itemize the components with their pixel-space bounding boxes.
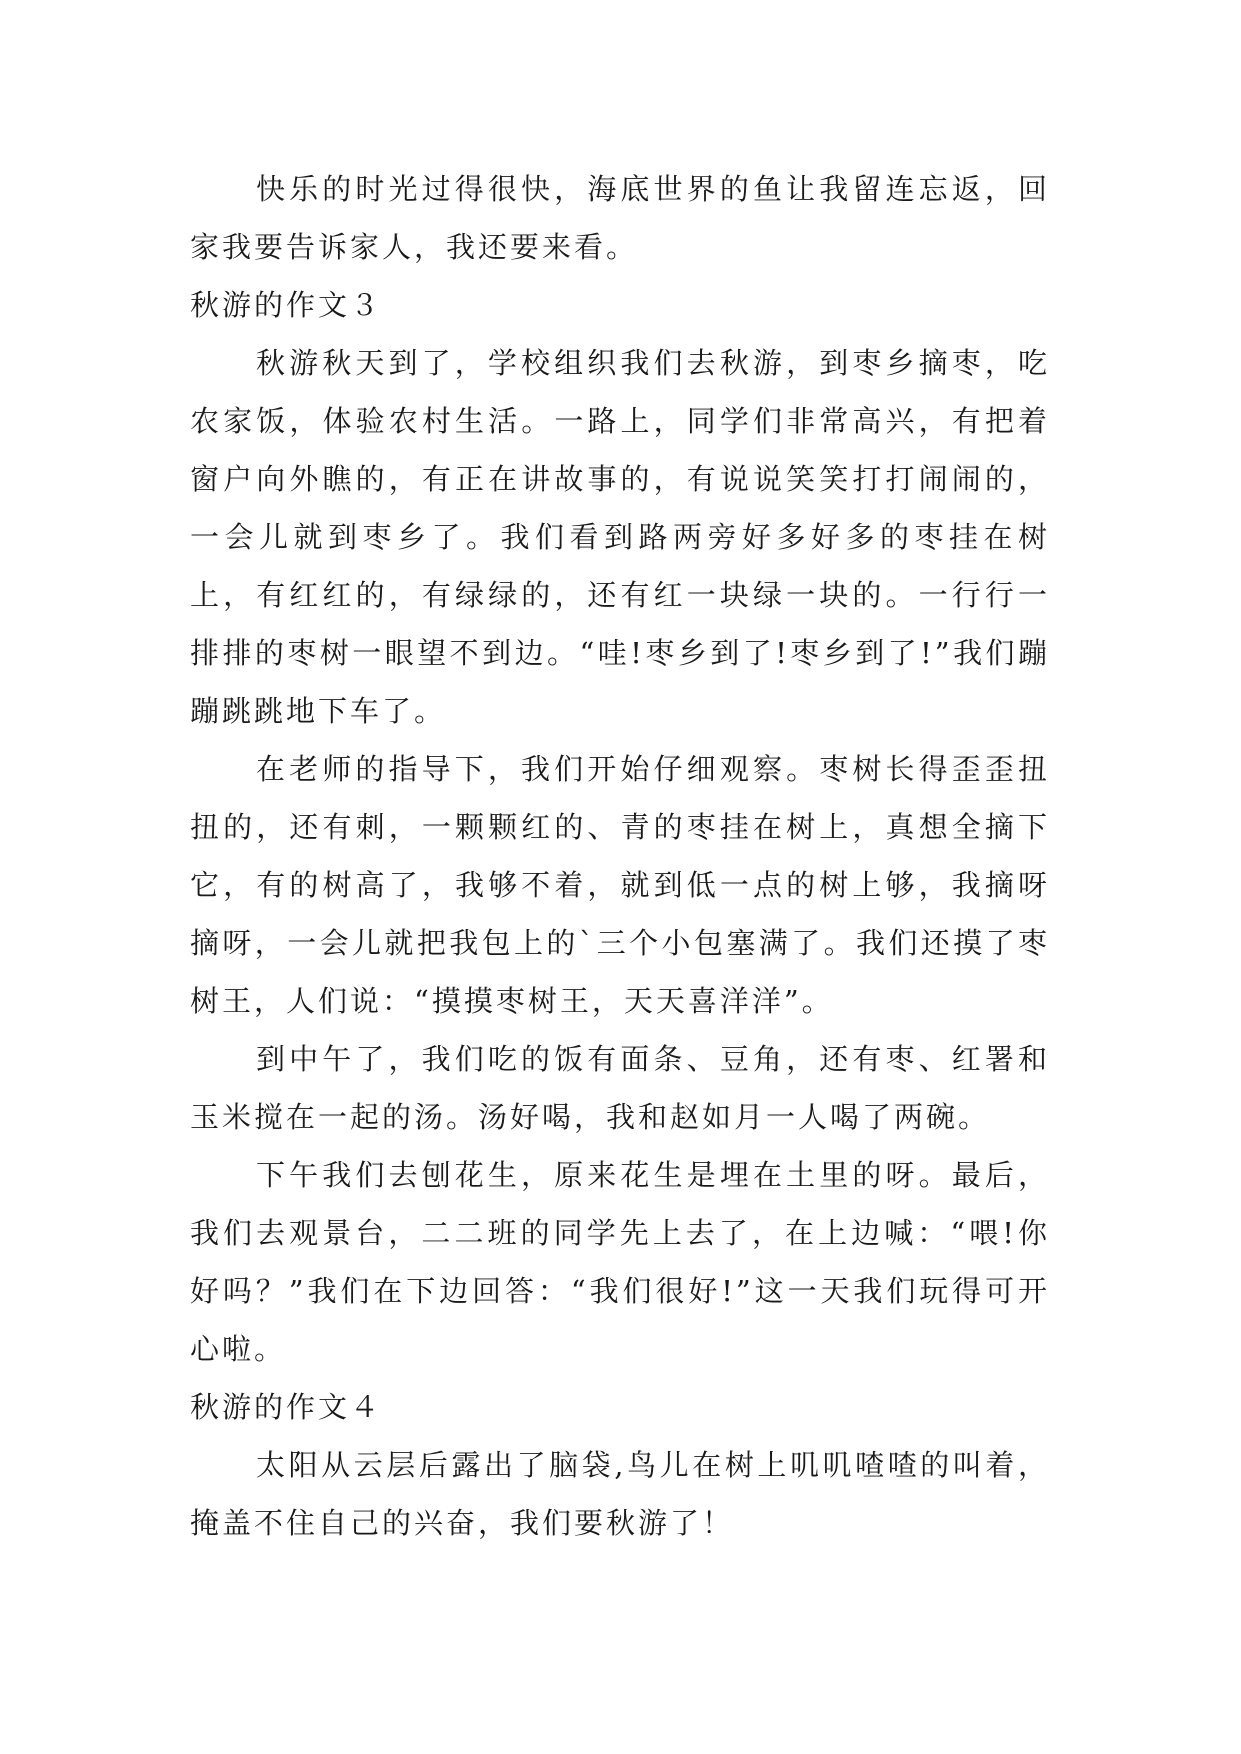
document-body [190, 160, 1050, 1552]
intro-paragraph: 快乐的时光过得很快，海底世界的鱼让我留连忘返，回家我要告诉家人，我还要来看。 [190, 172, 1050, 264]
essay-3-paragraph-2: 在老师的指导下，我们开始仔细观察。枣树长得歪歪扭扭的，还有刺，一颗颗红的、青的枣挂在树上，真想全摘下它，有的树高了，我够不着，就到低一点的树上够，我摘呀摘呀，一会儿就把我包上的`三个小包塞满了。我们还摸了枣树王，人们说：“摸摸枣树王，天天喜洋洋”。 [190, 752, 1050, 1018]
essay-3-paragraph-4: 下午我们去刨花生，原来花生是埋在土里的呀。最后，我们去观景台，二二班的同学先上去了，在上边喊：“喂!你好吗？”我们在下边回答：“我们很好!”这一天我们玩得可开心啦。 [190, 1158, 1050, 1366]
essay-3-title: 秋游的作文３ [190, 288, 383, 322]
essay-4-paragraph-1: 太阳从云层后露出了脑袋,鸟儿在树上叽叽喳喳的叫着，掩盖不住自己的兴奋，我们要秋游了！ [190, 1448, 1050, 1540]
essay-4-title: 秋游的作文４ [190, 1390, 383, 1424]
essay-3-paragraph-1: 秋游秋天到了，学校组织我们去秋游，到枣乡摘枣，吃农家饭，体验农村生活。一路上，同学们非常高兴，有把着窗户向外瞧的，有正在讲故事的，有说说笑笑打打闹闹的，一会儿就到枣乡了。我们看到路两旁好多好多的枣挂在树上，有红红的，有绿绿的，还有红一块绿一块的。一行行一排排的枣树一眼望不到边。“哇!枣乡到了!枣乡到了!”我们蹦蹦跳跳地下车了。 [190, 346, 1050, 728]
essay-3-paragraph-3: 到中午了，我们吃的饭有面条、豆角，还有枣、红署和玉米搅在一起的汤。汤好喝，我和赵如月一人喝了两碗。 [190, 1042, 1050, 1134]
